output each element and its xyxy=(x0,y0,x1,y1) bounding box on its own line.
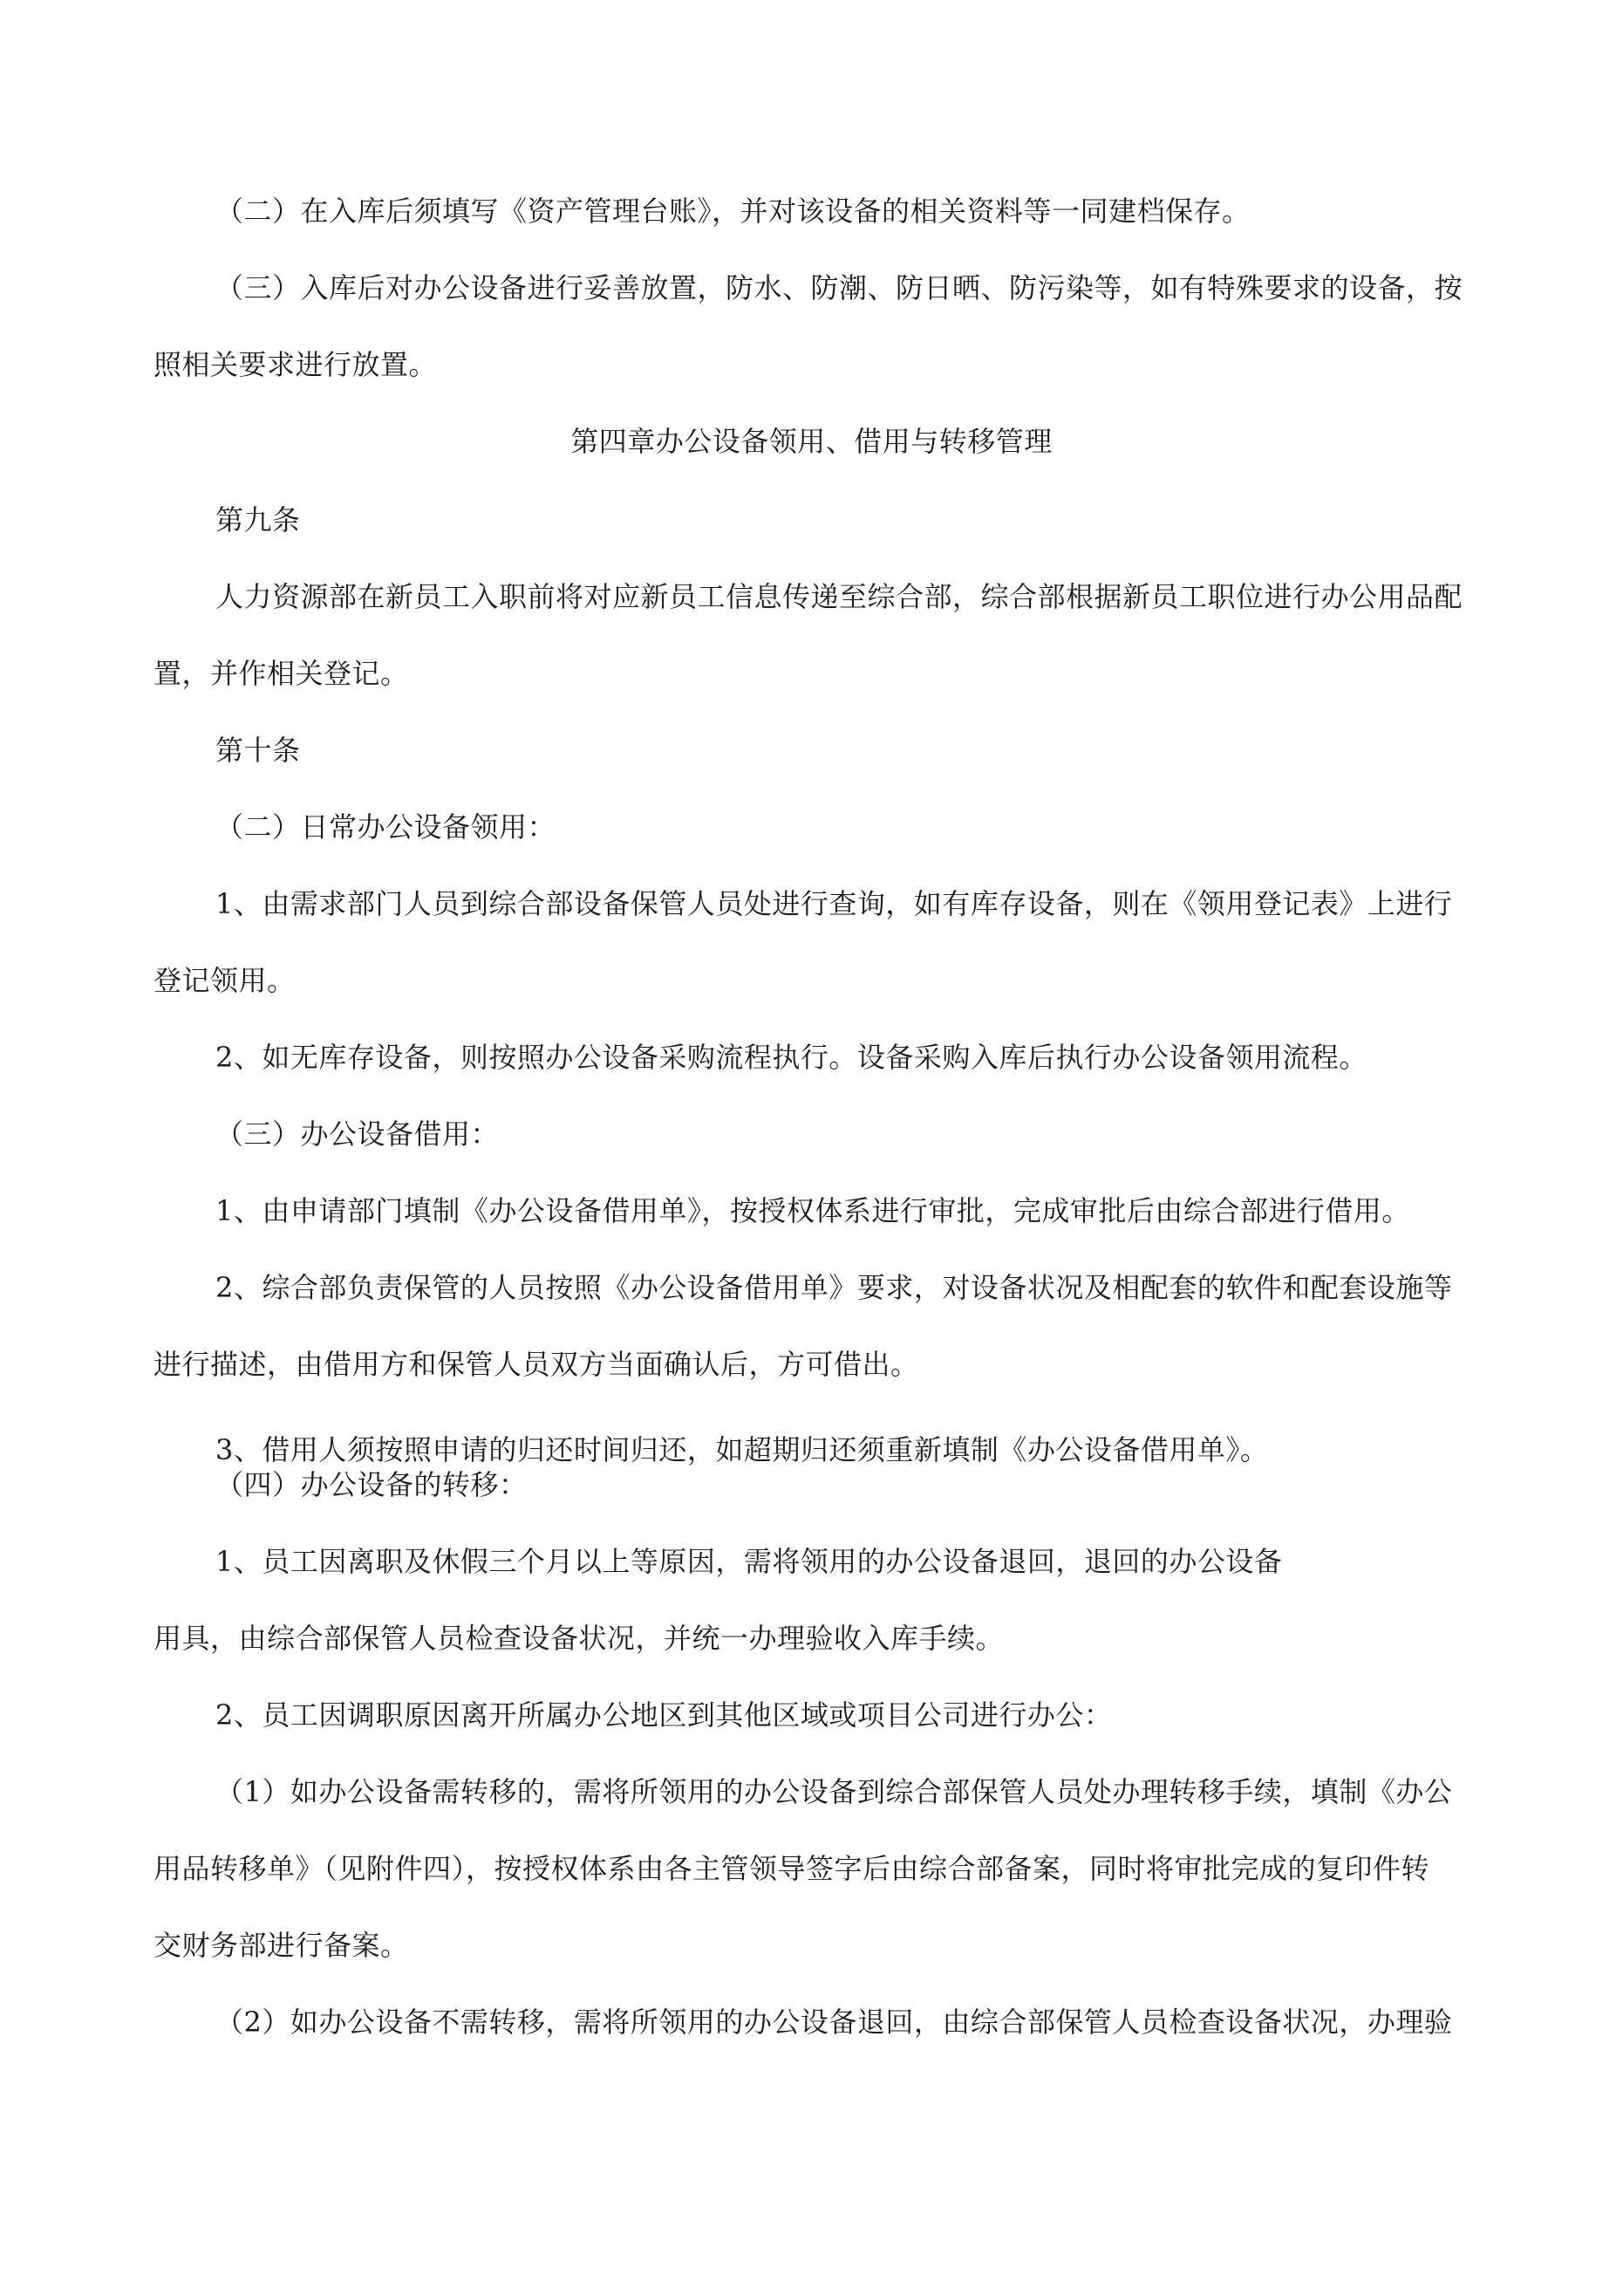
para-asset-ledger: （二）在入库后须填写《资产管理台账》，并对该设备的相关资料等一同建档保存。 xyxy=(215,195,1251,228)
transfer-sub-1-line-3: 交财务部进行备案。 xyxy=(153,1929,409,1962)
borrowing-item-2-line-2: 进行描述，由借用方和保管人员双方当面确认后，方可借出。 xyxy=(153,1348,919,1381)
borrowing-item-1: 1、由申请部门填制《办公设备借用单》，按授权体系进行审批，完成审批后由综合部进行借用。 xyxy=(215,1194,1410,1227)
article-9-title: 第九条 xyxy=(215,503,301,536)
transfer-item-1-line-2: 用具，由综合部保管人员检查设备状况，并统一办理验收入库手续。 xyxy=(153,1622,1005,1655)
borrowing-heading: （三）办公设备借用： xyxy=(215,1117,500,1151)
para-storage-line-2: 照相关要求进行放置。 xyxy=(153,348,438,381)
article-9-line-2: 置，并作相关登记。 xyxy=(153,657,409,690)
borrowing-item-2-line-1: 2、综合部负责保管的人员按照《办公设备借用单》要求，对设备状况及相配套的软件和配套设施等 xyxy=(215,1271,1453,1304)
article-9-line-1: 人力资源部在新员工入职前将对应新员工信息传递至综合部，综合部根据新员工职位进行办公用品配 xyxy=(215,580,1463,613)
transfer-heading: （四）办公设备的转移： xyxy=(215,1468,528,1501)
borrowing-item-3: 3、借用人须按照申请的归还时间归还，如超期归还须重新填制《办公设备借用单》。 xyxy=(215,1433,1269,1466)
daily-use-item-2: 2、如无库存设备，则按照办公设备采购流程执行。设备采购入库后执行办公设备领用流程。 xyxy=(215,1041,1367,1074)
daily-use-item-1-line-2: 登记领用。 xyxy=(153,964,296,997)
para-storage-line-1: （三）入库后对办公设备进行妥善放置，防水、防潮、防日晒、防污染等，如有特殊要求的设备，按 xyxy=(215,271,1463,304)
daily-use-heading: （二）日常办公设备领用： xyxy=(215,810,556,844)
transfer-item-1-line-1: 1、员工因离职及休假三个月以上等原因，需将领用的办公设备退回，退回的办公设备 xyxy=(215,1545,1283,1578)
transfer-sub-1-line-2: 用品转移单》（见附件四），按授权体系由各主管领导签字后由综合部备案，同时将审批完成的复印件转 xyxy=(153,1852,1430,1885)
transfer-sub-1-line-1: （1）如办公设备需转移的，需将所领用的办公设备到综合部保管人员处办理转移手续，填制《办公 xyxy=(215,1775,1453,1808)
daily-use-item-1-line-1: 1、由需求部门人员到综合部设备保管人员处进行查询，如有库存设备，则在《领用登记表》上进行 xyxy=(215,887,1453,920)
transfer-item-2: 2、员工因调职原因离开所属办公地区到其他区域或项目公司进行办公： xyxy=(215,1698,1113,1732)
transfer-sub-2-line-1: （2）如办公设备不需转移，需将所领用的办公设备退回，由综合部保管人员检查设备状况，办理验 xyxy=(215,2006,1453,2039)
article-10-title: 第十条 xyxy=(215,734,301,767)
chapter-heading: 第四章办公设备领用、借用与转移管理 xyxy=(570,425,1053,458)
